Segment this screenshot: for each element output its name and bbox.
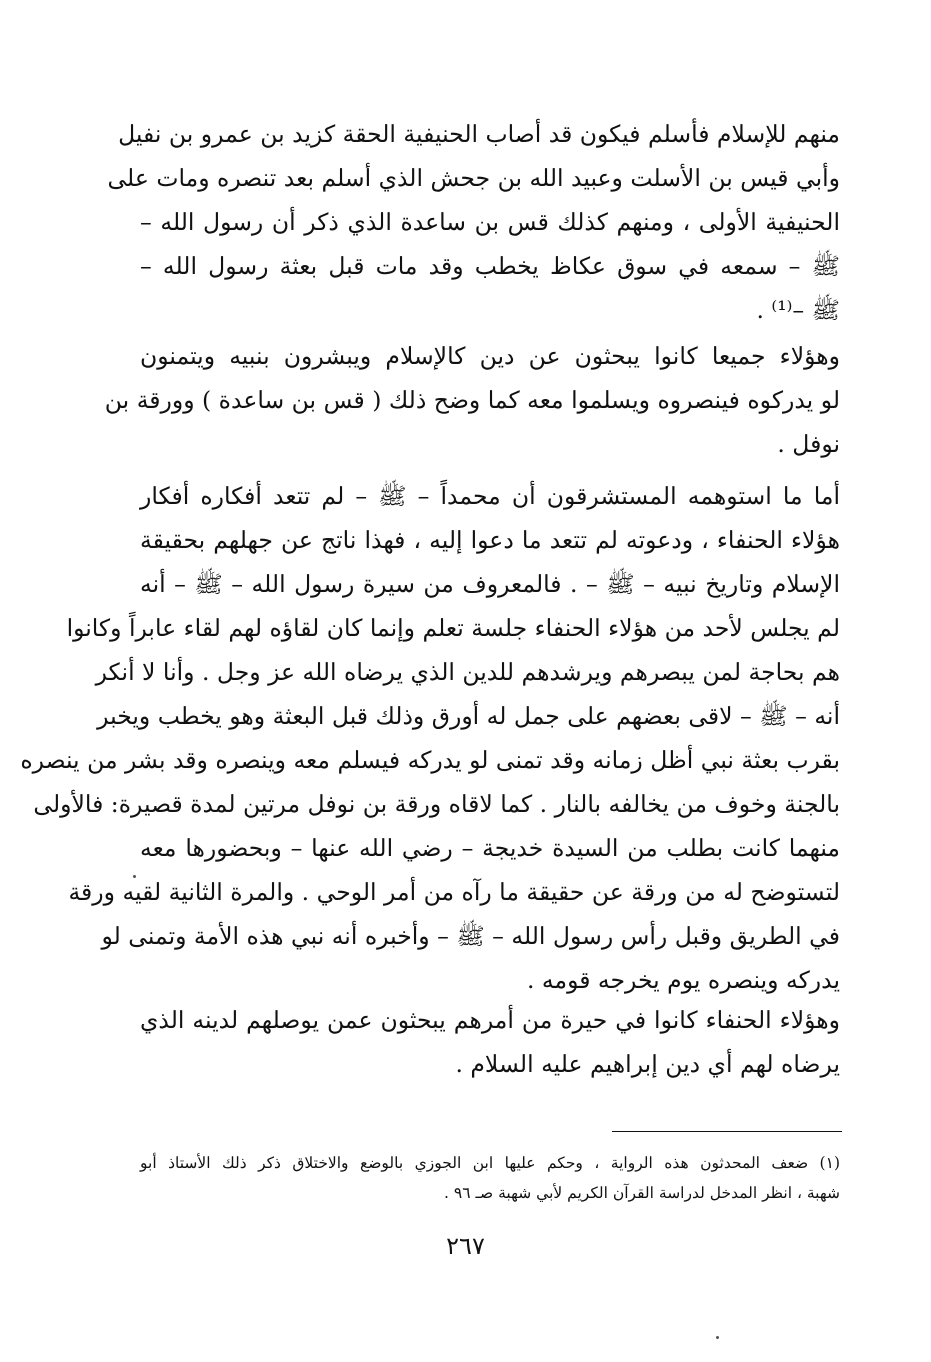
text-line: بقرب بعثة نبي أظل زمانه وقد تمنى لو يدركه فيسلم معه وينصره وقد بشر من ينصره xyxy=(20,746,840,774)
text-line: لم يجلس لأحد من هؤلاء الحنفاء جلسة تعلم وإنما كان لقاؤه لهم لقاء عابراً وكانوا xyxy=(66,614,840,642)
text-line: منهم للإسلام فأسلم فيكون قد أصاب الحنيفية الحقة كزيد بن عمرو بن نفيل xyxy=(118,120,840,148)
text-line: يرضاه لهم أي دين إبراهيم عليه السلام . xyxy=(455,1050,840,1078)
text-line: هؤلاء الحنفاء ، ودعوته لم تتعد ما دعوا إليه ، فهذا ناتج عن جهلهم بحقيقة xyxy=(140,526,840,554)
text-line: يدركه وينصره يوم يخرجه قومه . xyxy=(526,966,840,994)
footnote-divider xyxy=(612,1131,842,1132)
text-line: هم بحاجة لمن يبصرهم ويرشدهم للدين الذي يرضاه الله عز وجل . وأنا لا أنكر xyxy=(95,658,840,686)
text-line: وهؤلاء جميعا كانوا يبحثون عن دين كالإسلام ويبشرون بنبيه ويتمنون xyxy=(140,342,840,370)
text-line: لتستوضح له من ورقة عن حقيقة ما رآه من أمر الوحي . والمرة الثانية لقيه ورقة xyxy=(68,878,840,906)
footnote xyxy=(140,1148,840,1208)
page-number: ٢٦٧ xyxy=(446,1232,485,1260)
paragraph-1 xyxy=(107,112,840,332)
text-line: في الطريق وقبل رأس رسول الله – ﷺ – وأخبره أنه نبي هذه الأمة وتمنى لو xyxy=(101,922,840,950)
text-line: لو يدركوه فينصروه ويسلموا معه كما وضح ذلك ( قس بن ساعدة ) وورقة بن xyxy=(104,386,840,414)
footnote-line: شهبة ، انظر المدخل لدراسة القرآن الكريم لأبي شهبة صـ ٩٦ . xyxy=(444,1184,840,1202)
paragraph-4 xyxy=(140,998,840,1086)
text-line: وأبي قيس بن الأسلت وعبيد الله بن جحش الذي أسلم بعد تنصره ومات على xyxy=(107,164,840,192)
text-line: ﷺ –⁽¹⁾ . xyxy=(756,296,840,324)
text-line: منهما كانت بطلب من السيدة خديجة – رضي الله عنها – وبحضورها معه xyxy=(140,834,840,862)
text-line: نوفل . xyxy=(777,430,840,458)
text-line: ﷺ – سمعه في سوق عكاظ يخطب وقد مات قبل بعثة رسول الله – xyxy=(140,252,840,280)
text-line: الحنيفية الأولى ، ومنهم كذلك قس بن ساعدة الذي ذكر أن رسول الله – xyxy=(140,208,840,236)
footnote-line: (١) ضعف المحدثون هذه الرواية ، وحكم عليها ابن الجوزي بالوضع والاختلاق ذكر ذلك الأستاذ أبو xyxy=(140,1154,840,1172)
paragraph-2 xyxy=(104,334,840,466)
text-line: أما ما استوهمه المستشرقون أن محمداً – ﷺ – لم تتعد أفكاره أفكار xyxy=(140,482,840,510)
paragraph-3 xyxy=(20,474,840,1002)
text-line: الإسلام وتاريخ نبيه – ﷺ – . فالمعروف من سيرة رسول الله – ﷺ – أنه xyxy=(140,570,840,598)
text-line: بالجنة وخوف من يخالفه بالنار . كما لاقاه ورقة بن نوفل مرتين لمدة قصيرة: فالأولى xyxy=(33,790,840,818)
text-line: أنه – ﷺ – لاقى بعضهم على جمل له أورق وذلك قبل البعثة وهو يخطب ويخبر xyxy=(97,702,840,730)
scan-speck xyxy=(716,1336,719,1339)
scan-speck xyxy=(133,875,136,878)
text-line: وهؤلاء الحنفاء كانوا في حيرة من أمرهم يبحثون عمن يوصلهم لدينه الذي xyxy=(140,1006,840,1034)
